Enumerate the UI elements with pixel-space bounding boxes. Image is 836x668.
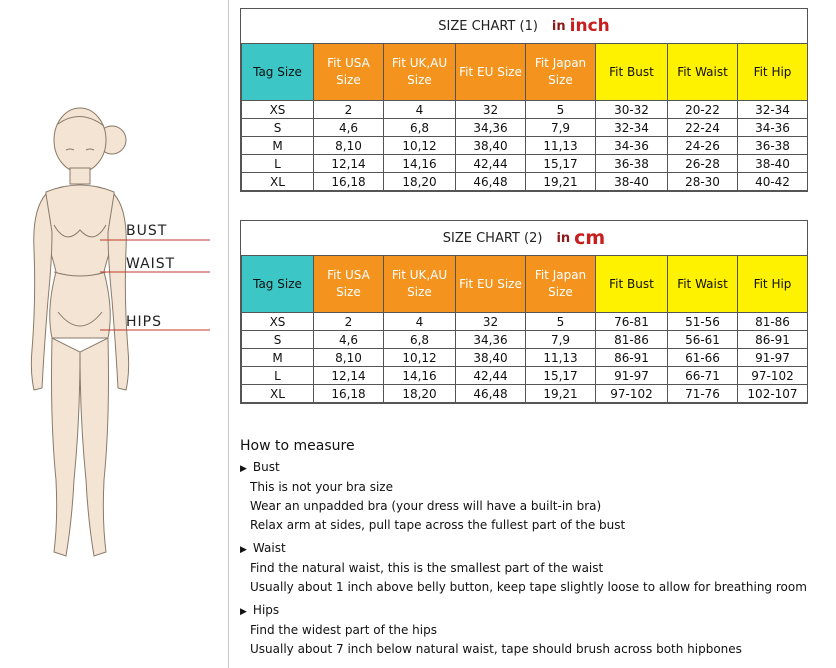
table-cell: 4,6 [314,331,384,349]
left-arm-shape [31,194,52,390]
table-cell: 102-107 [738,385,808,403]
table-cell: M [242,349,314,367]
table-cell: 6,8 [384,119,456,137]
table-cell: M [242,137,314,155]
column-header: Tag Size [242,44,314,101]
table-cell: XL [242,173,314,191]
table-cell: 12,14 [314,155,384,173]
table-cell: 7,9 [526,119,596,137]
column-header: Fit Waist [668,44,738,101]
table-cell: 20-22 [668,101,738,119]
table-cell: 32 [456,313,526,331]
table-cell: 14,16 [384,367,456,385]
table-cell: 10,12 [384,137,456,155]
waist-label: WAIST [126,256,176,272]
size-table-inch [241,43,808,191]
table-cell: 36-38 [738,137,808,155]
table-row [242,119,808,137]
table-row [242,137,808,155]
table-cell: 46,48 [456,385,526,403]
table-cell: 34,36 [456,119,526,137]
table-cell: 91-97 [596,367,668,385]
table-cell: 34-36 [596,137,668,155]
table-cell: 51-56 [668,313,738,331]
table-cell: 97-102 [596,385,668,403]
body-figure-illustration [0,0,228,668]
unit-prefix: in [551,18,566,34]
neck-shape [70,168,90,184]
table-cell: 86-91 [596,349,668,367]
size-table-cm [241,255,808,403]
instruction-line: Wear an unpadded bra (your dress will have a built-in bra) [250,499,602,513]
table-cell: 11,13 [526,349,596,367]
table-cell: 91-97 [738,349,808,367]
section-heading [240,459,830,478]
table-cell: 16,18 [314,173,384,191]
table-cell: L [242,155,314,173]
size-chart-cm [240,220,808,404]
instruction-line: Find the widest part of the hips [250,623,437,637]
table-cell: 7,9 [526,331,596,349]
table-cell: 22-24 [668,119,738,137]
column-header: Fit Waist [668,256,738,313]
table-cell: 18,20 [384,173,456,191]
table-cell: 42,44 [456,155,526,173]
column-header: Fit UK,AU Size [384,256,456,313]
instruction-line: Find the natural waist, this is the smallest part of the waist [250,561,604,575]
column-header: Fit Hip [738,256,808,313]
triangle-bullet-icon: ▶ [240,607,247,617]
table-cell: 4,6 [314,119,384,137]
table-cell: 38,40 [456,137,526,155]
left-leg-shape [52,338,81,556]
table-cell: S [242,331,314,349]
column-header: Tag Size [242,256,314,313]
table-cell: 38-40 [738,155,808,173]
table-cell: 18,20 [384,385,456,403]
column-header: Fit Japan Size [526,44,596,101]
table-cell: 16,18 [314,385,384,403]
column-header: Fit Japan Size [526,256,596,313]
table-row [242,331,808,349]
table-cell: 32 [456,101,526,119]
table-row [242,385,808,403]
table-row [242,101,808,119]
table-cell: 42,44 [456,367,526,385]
table-cell: 71-76 [668,385,738,403]
table-cell: 76-81 [596,313,668,331]
table-cell: 34,36 [456,331,526,349]
table-cell: 66-71 [668,367,738,385]
table-cell: 5 [526,101,596,119]
table-row [242,367,808,385]
table-row [242,313,808,331]
how-to-measure-sections [240,459,830,659]
triangle-bullet-icon: ▶ [240,545,247,555]
table-cell: XL [242,385,314,403]
table-cell: 81-86 [738,313,808,331]
table-cell: S [242,119,314,137]
table-cell: 2 [314,101,384,119]
section-heading-label: Hips [252,603,280,617]
table-cell: 28-30 [668,173,738,191]
table-body [242,101,808,191]
section-heading [240,540,830,559]
column-header: Fit Bust [596,44,668,101]
table-cell: 34-36 [738,119,808,137]
unit-label: inch [569,16,610,36]
table-cell: 8,10 [314,137,384,155]
column-header: Fit EU Size [456,44,526,101]
head-shape [54,108,106,172]
column-header: Fit UK,AU Size [384,44,456,101]
table-cell: 81-86 [596,331,668,349]
table-cell: 97-102 [738,367,808,385]
section-heading [240,602,830,621]
table-cell: 8,10 [314,349,384,367]
how-to-measure [240,438,830,659]
table-cell: 19,21 [526,385,596,403]
hips-label: HIPS [126,314,162,330]
section-heading-label: Bust [252,460,280,474]
instruction-line: Relax arm at sides, pull tape across the fullest part of the bust [250,518,626,532]
header-row [242,256,808,313]
table-cell: 11,13 [526,137,596,155]
chart-title: SIZE CHART (2) [442,230,543,246]
table-cell: 2 [314,313,384,331]
table-cell: 38-40 [596,173,668,191]
column-header: Fit Hip [738,44,808,101]
table-cell: 32-34 [738,101,808,119]
table-row [242,155,808,173]
table-cell: 32-34 [596,119,668,137]
table-cell: 14,16 [384,155,456,173]
table-cell: 19,21 [526,173,596,191]
table-cell: XS [242,101,314,119]
right-leg-shape [80,338,109,556]
how-to-measure-title: How to measure [240,438,355,454]
header-row [242,44,808,101]
table-body [242,313,808,403]
table-cell: 30-32 [596,101,668,119]
table-cell: 15,17 [526,155,596,173]
table-row [242,349,808,367]
table-cell: 4 [384,313,456,331]
table-cell: XS [242,313,314,331]
table-row [242,173,808,191]
column-header: Fit USA Size [314,256,384,313]
column-header: Fit Bust [596,256,668,313]
torso-shape [44,185,116,338]
figure-panel [0,0,229,668]
table-cell: 12,14 [314,367,384,385]
instruction-line: Usually about 1 inch above belly button, keep tape slightly loose to allow for breathing room [250,580,807,594]
table-cell: 56-61 [668,331,738,349]
chart-title-row [241,221,807,255]
instruction-line: Usually about 7 inch below natural waist, tape should brush across both hipbones [250,642,742,656]
chart-title-row [241,9,807,43]
chart-title: SIZE CHART (1) [438,18,538,34]
table-cell: L [242,367,314,385]
column-header: Fit EU Size [456,256,526,313]
unit-label: cm [574,227,606,249]
table-cell: 46,48 [456,173,526,191]
table-cell: 86-91 [738,331,808,349]
table-cell: 61-66 [668,349,738,367]
instruction-line: This is not your bra size [250,480,393,494]
table-cell: 26-28 [668,155,738,173]
table-cell: 4 [384,101,456,119]
size-chart-inch [240,8,808,192]
table-cell: 5 [526,313,596,331]
table-cell: 40-42 [738,173,808,191]
table-cell: 38,40 [456,349,526,367]
table-cell: 10,12 [384,349,456,367]
section-heading-label: Waist [252,541,286,555]
table-cell: 15,17 [526,367,596,385]
table-cell: 36-38 [596,155,668,173]
bust-label: BUST [126,223,168,239]
table-cell: 24-26 [668,137,738,155]
unit-prefix: in [556,230,571,246]
column-header: Fit USA Size [314,44,384,101]
table-cell: 6,8 [384,331,456,349]
triangle-bullet-icon: ▶ [240,464,247,474]
